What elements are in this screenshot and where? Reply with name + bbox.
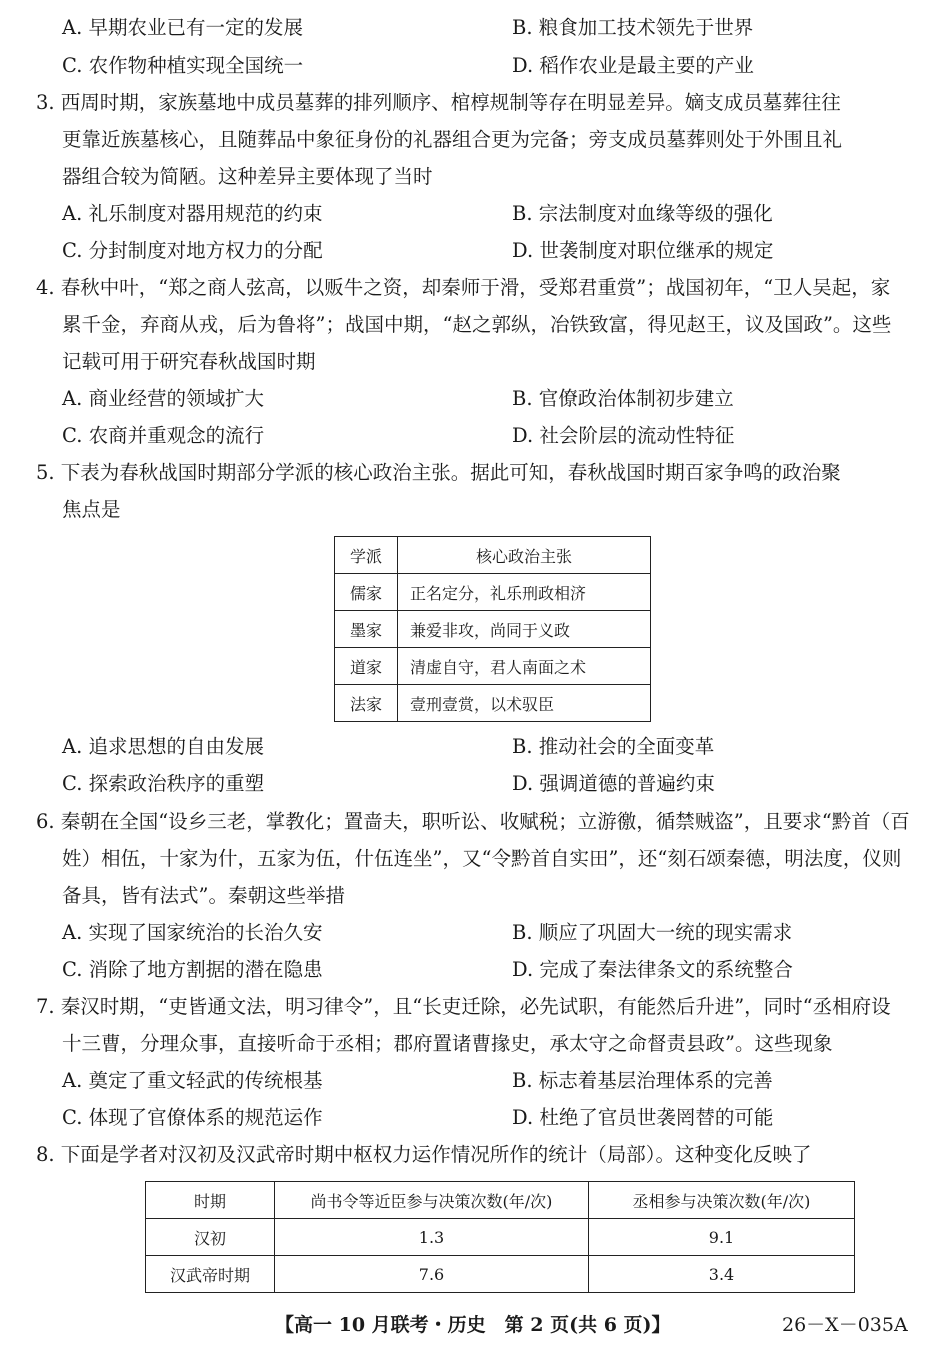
q7-stem-line-2: 十三曹，分理众事，直接听命于丞相；郡府置诸曹掾史，承太守之命督责县政”。这些现象 — [62, 1032, 833, 1055]
table-cell: 兼爱非攻，尚同于义政 — [398, 611, 651, 648]
table-row — [146, 1256, 855, 1293]
q7-stem-line-1: 7. 秦汉时期，“吏皆通文法，明习律令”，且“长吏迁除，必先试职，有能然后升进”，同时“丞相府设 — [36, 995, 891, 1018]
q7-option-b: B. 标志着基层治理体系的完善 — [512, 1069, 773, 1092]
q6-option-c: C. 消除了地方割据的潜在隐患 — [62, 958, 323, 981]
q5-option-c: C. 探索政治秩序的重塑 — [62, 772, 265, 795]
table-header-cell: 尚书令等近臣参与决策次数(年/次) — [275, 1182, 589, 1219]
q2-option-b: B. 粮食加工技术领先于世界 — [512, 16, 754, 39]
q4-option-a: A. 商业经营的领域扩大 — [62, 387, 264, 410]
table-cell: 清虚自守，君人南面之术 — [398, 648, 651, 685]
table-cell: 1.3 — [275, 1219, 589, 1256]
q3-stem-line-3: 器组合较为简陋。这种差异主要体现了当时 — [62, 165, 433, 188]
q6-option-a: A. 实现了国家统治的长治久安 — [62, 921, 323, 944]
q3-option-a: A. 礼乐制度对器用规范的约束 — [62, 202, 323, 225]
q6-stem-line-1: 6. 秦朝在全国“设乡三老，掌教化；置啬夫，职听讼、收赋税；立游徼，循禁贼盗”，且要求“黔首（百 — [36, 810, 910, 833]
q2-option-d: D. 稻作农业是最主要的产业 — [512, 54, 754, 77]
table-header-cell: 时期 — [146, 1182, 275, 1219]
table-cell: 儒家 — [335, 574, 398, 611]
q4-option-d: D. 社会阶层的流动性特征 — [512, 424, 735, 447]
table-row — [335, 685, 651, 722]
page-footer: 【高一 10 月联考・历史 第 2 页(共 6 页)】 — [275, 1314, 671, 1336]
table-cell: 墨家 — [335, 611, 398, 648]
q4-stem-line-3: 记载可用于研究春秋战国时期 — [62, 350, 316, 373]
table-cell: 7.6 — [275, 1256, 589, 1293]
q4-option-b: B. 官僚政治体制初步建立 — [512, 387, 734, 410]
q4-stem-line-2: 累千金，弃商从戎，后为鲁将”；战国中期，“赵之郭纵，冶铁致富，得见赵王，议及国政”。这些 — [62, 313, 892, 336]
q6-stem-line-2: 姓）相伍，十家为什，五家为伍，什伍连坐”，又“令黔首自实田”，还“刻石颂秦德，明法度，仪则 — [62, 847, 902, 870]
table-header-cell: 丞相参与决策次数(年/次) — [589, 1182, 855, 1219]
table-row — [335, 611, 651, 648]
q6-stem-line-3: 备具，皆有法式”。秦朝这些举措 — [62, 884, 345, 907]
table-header-cell: 核心政治主张 — [398, 537, 651, 574]
table-header-row — [146, 1182, 855, 1219]
q5-option-b: B. 推动社会的全面变革 — [512, 735, 715, 758]
q5-schools-table — [334, 536, 651, 722]
table-row — [335, 574, 651, 611]
q4-option-c: C. 农商并重观念的流行 — [62, 424, 265, 447]
q4-stem-line-1: 4. 春秋中叶，“郑之商人弦高，以贩牛之资，却秦师于滑，受郑君重赏”；战国初年，“卫人吴起，家 — [36, 276, 891, 299]
table-cell: 9.1 — [589, 1219, 855, 1256]
table-header-row — [335, 537, 651, 574]
q3-stem-line-2: 更靠近族墓核心，且随葬品中象征身份的礼器组合更为完备；旁支成员墓葬则处于外围且礼 — [62, 128, 843, 151]
table-cell: 正名定分，礼乐刑政相济 — [398, 574, 651, 611]
table-cell: 3.4 — [589, 1256, 855, 1293]
q8-statistics-table — [145, 1181, 855, 1293]
q7-option-d: D. 杜绝了官员世袭罔替的可能 — [512, 1106, 774, 1129]
q5-stem-line-2: 焦点是 — [62, 498, 121, 521]
q2-option-c: C. 农作物种植实现全国统一 — [62, 54, 304, 77]
q5-option-d: D. 强调道德的普遍约束 — [512, 772, 715, 795]
table-header-cell: 学派 — [335, 537, 398, 574]
paper-code: 26－X－035A — [782, 1314, 908, 1336]
q7-option-c: C. 体现了官僚体系的规范运作 — [62, 1106, 323, 1129]
q3-stem-line-1: 3. 西周时期，家族墓地中成员墓葬的排列顺序、棺椁规制等存在明显差异。嫡支成员墓葬往往 — [36, 91, 841, 114]
q3-option-c: C. 分封制度对地方权力的分配 — [62, 239, 323, 262]
q3-option-d: D. 世袭制度对职位继承的规定 — [512, 239, 774, 262]
q8-stem-line-1: 8. 下面是学者对汉初及汉武帝时期中枢权力运作情况所作的统计（局部）。这种变化反映了 — [36, 1143, 812, 1166]
table-cell: 壹刑壹赏，以术驭臣 — [398, 685, 651, 722]
table-cell: 汉初 — [146, 1219, 275, 1256]
q5-option-a: A. 追求思想的自由发展 — [62, 735, 264, 758]
table-row — [146, 1219, 855, 1256]
table-row — [335, 648, 651, 685]
table-cell: 法家 — [335, 685, 398, 722]
q2-option-a: A. 早期农业已有一定的发展 — [62, 16, 303, 39]
q6-option-d: D. 完成了秦法律条文的系统整合 — [512, 958, 793, 981]
table-cell: 道家 — [335, 648, 398, 685]
q3-option-b: B. 宗法制度对血缘等级的强化 — [512, 202, 773, 225]
q5-stem-line-1: 5. 下表为春秋战国时期部分学派的核心政治主张。据此可知，春秋战国时期百家争鸣的政治聚 — [36, 461, 841, 484]
table-cell: 汉武帝时期 — [146, 1256, 275, 1293]
q6-option-b: B. 顺应了巩固大一统的现实需求 — [512, 921, 793, 944]
q7-option-a: A. 奠定了重文轻武的传统根基 — [62, 1069, 323, 1092]
